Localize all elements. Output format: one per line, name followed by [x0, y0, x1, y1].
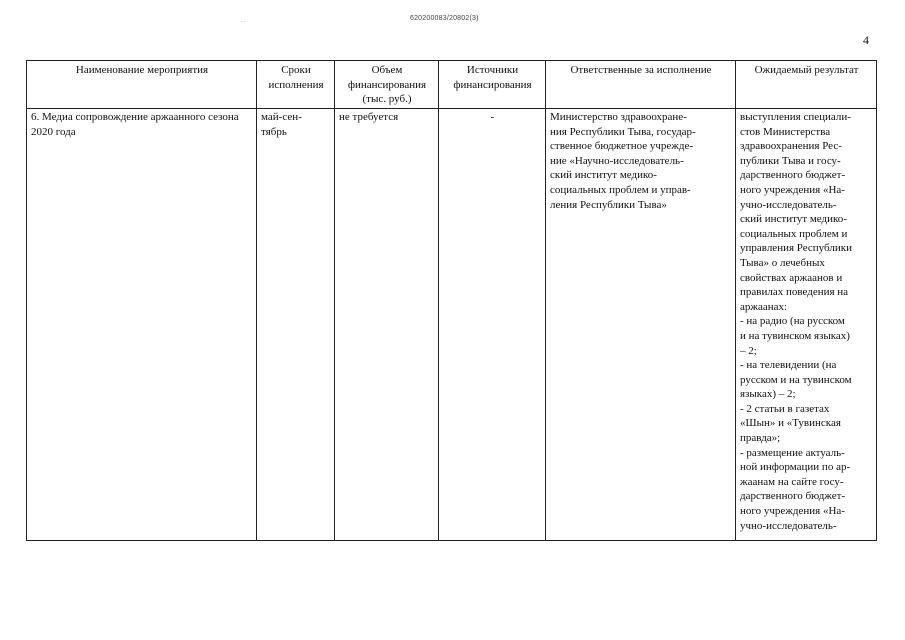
header-funding-sources: Источники финансирования: [439, 61, 546, 109]
cell-funding-sources: -: [439, 109, 546, 541]
scan-speck: . .: [241, 18, 246, 24]
header-expected-result: Ожидаемый результат: [736, 61, 877, 109]
cell-funding-volume: не требуется: [335, 109, 439, 541]
table-row: [27, 109, 877, 541]
cell-terms: май-сен- тябрь: [257, 109, 335, 541]
header-terms: Сроки исполнения: [257, 61, 335, 109]
cell-responsible: Министерство здравоохране- ния Республики Тыва, государ- ственное бюджетное учрежде- ние «Научно-исследователь- ский институт медико- социальных проблем и управ- ления Республики Тыва»: [546, 109, 736, 541]
header-responsible: Ответственные за исполнение: [546, 61, 736, 109]
header-activity-name: Наименование мероприятия: [27, 61, 257, 109]
activities-table: [26, 60, 877, 541]
document-id: 620200083/20802(3): [410, 15, 479, 22]
table-header-row: [27, 61, 877, 109]
cell-expected-result: выступления специали- стов Министерства здравоохранения Рес- публики Тыва и госу- дарственного бюджет- ного учреждения «На- учно-исследователь- ский институт медико- социальных проблем и управления Республики Тыва» о лечебных свойствах аржаанов и правилах поведения на аржаанах: - на радио (на русском и на тувинском языках) – 2; - на телевидении (на русском и на тувинском языках) – 2; - 2 статьи в газетах «Шын» и «Тувинская правда»; - размещение актуаль- ной информации по ар- жаанам на сайте госу- дарственного бюджет- ного учреждения «На- учно-исследователь-: [736, 109, 877, 541]
cell-activity-name: 6. Медиа сопровождение аржаанного сезона 2020 года: [27, 109, 257, 541]
header-funding-volume: Объем финансирования (тыс. руб.): [335, 61, 439, 109]
page-number: 4: [863, 33, 869, 47]
